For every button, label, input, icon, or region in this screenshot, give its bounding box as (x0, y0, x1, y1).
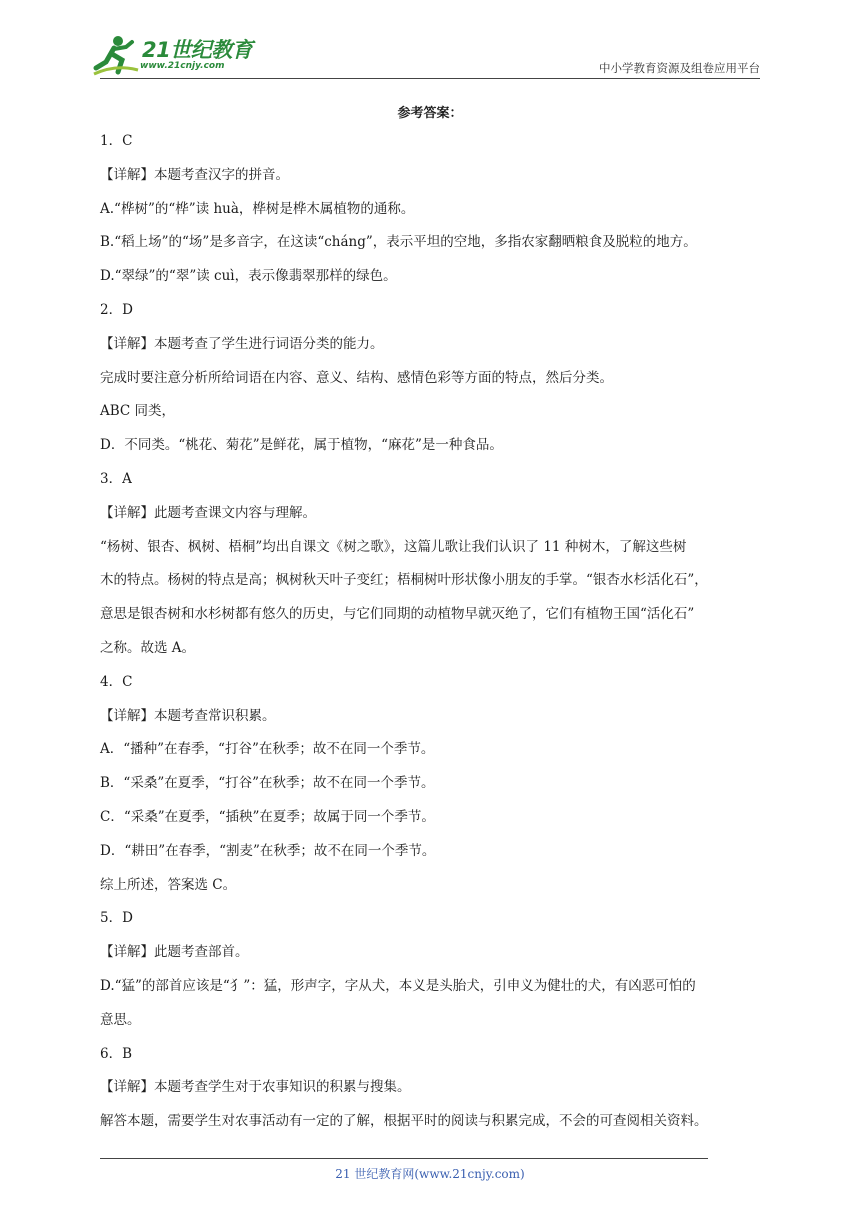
answer-line: 5．D (100, 910, 133, 927)
answer-line: D.“猛”的部首应该是“犭”：猛，形声字，字从犬，本义是头胎犬，引申义为健壮的犬，有凶恶可怕的 (100, 977, 696, 994)
logo-text: 21世纪教育 (142, 38, 253, 62)
answer-line: 之称。故选 A。 (100, 639, 196, 656)
answer-line: 意思是银杏树和水杉树都有悠久的历史，与它们同期的动植物早就灭绝了，它们有植物王国“活化石” (100, 606, 695, 623)
answer-line: 完成时要注意分析所给词语在内容、意义、结构、感情色彩等方面的特点，然后分类。 (100, 369, 613, 386)
answer-line: A.“桦树”的“桦”读 huà，桦树是桦木属植物的通称。 (100, 200, 415, 217)
answer-line: 意思。 (100, 1011, 141, 1028)
logo (92, 34, 262, 76)
answer-line: D．“耕田”在春季，“割麦”在秋季；故不在同一个季节。 (100, 842, 436, 859)
answer-line: D.“翠绿”的“翠”读 cuì，表示像翡翠那样的绿色。 (100, 268, 397, 285)
logo-url: www.21cnjy.com (140, 61, 225, 71)
answer-line: B.“稻上场”的“场”是多音字，在这读“cháng”，表示平坦的空地，多指农家翻晒粮食及脱粒的地方。 (100, 234, 697, 251)
answer-line: ABC 同类， (100, 403, 176, 420)
answer-line: 【详解】此题考查课文内容与理解。 (100, 504, 316, 521)
answer-line: 4．C (100, 673, 133, 690)
header-divider (100, 78, 760, 79)
answer-line: 【详解】本题考查学生对于农事知识的积累与搜集。 (100, 1079, 411, 1096)
answer-line: 6．B (100, 1045, 133, 1062)
answer-line: B．“采桑”在夏季，“打谷”在秋季；故不在同一个季节。 (100, 775, 435, 792)
page-header (92, 30, 760, 78)
answer-line: D．不同类。“桃花、菊花”是鲜花，属于植物，“麻花”是一种食品。 (100, 437, 503, 454)
platform-name: 中小学教育资源及组卷应用平台 (599, 61, 760, 75)
answer-line: 【详解】本题考查常识积累。 (100, 707, 276, 724)
page-title: 参考答案： (397, 106, 463, 121)
answer-line: 【详解】本题考查了学生进行词语分类的能力。 (100, 335, 384, 352)
answer-line: 【详解】本题考查汉字的拼音。 (100, 166, 289, 183)
answer-line: A．“播种”在春季，“打谷”在秋季；故不在同一个季节。 (100, 741, 435, 758)
answer-line: 木的特点。杨树的特点是高；枫树秋天叶子变红；梧桐树叶形状像小朋友的手掌。“银杏水杉活化石”， (100, 572, 708, 589)
answer-line: 2．D (100, 301, 133, 318)
answer-line: 3．A (100, 470, 132, 487)
answer-line: 解答本题，需要学生对农事活动有一定的了解，根据平时的阅读与积累完成，不会的可查阅相关资料。 (100, 1113, 708, 1130)
answer-line: C．“采桑”在夏季，“插秧”在夏季；故属于同一个季节。 (100, 808, 435, 825)
footer-link[interactable]: 21 世纪教育网(www.21cnjy.com) (335, 1167, 525, 1181)
answer-line: 综上所述，答案选 C。 (100, 876, 237, 893)
runner-icon (92, 34, 140, 76)
footer-divider (100, 1158, 708, 1159)
answer-line: 1．C (100, 133, 133, 149)
answer-line: “杨树、银杏、枫树、梧桐”均出自课文《树之歌》，这篇儿歌让我们认识了 11 种树木，了解这些树 (100, 538, 687, 555)
answer-line: 【详解】此题考查部首。 (100, 944, 249, 961)
answer-content (100, 125, 762, 1139)
